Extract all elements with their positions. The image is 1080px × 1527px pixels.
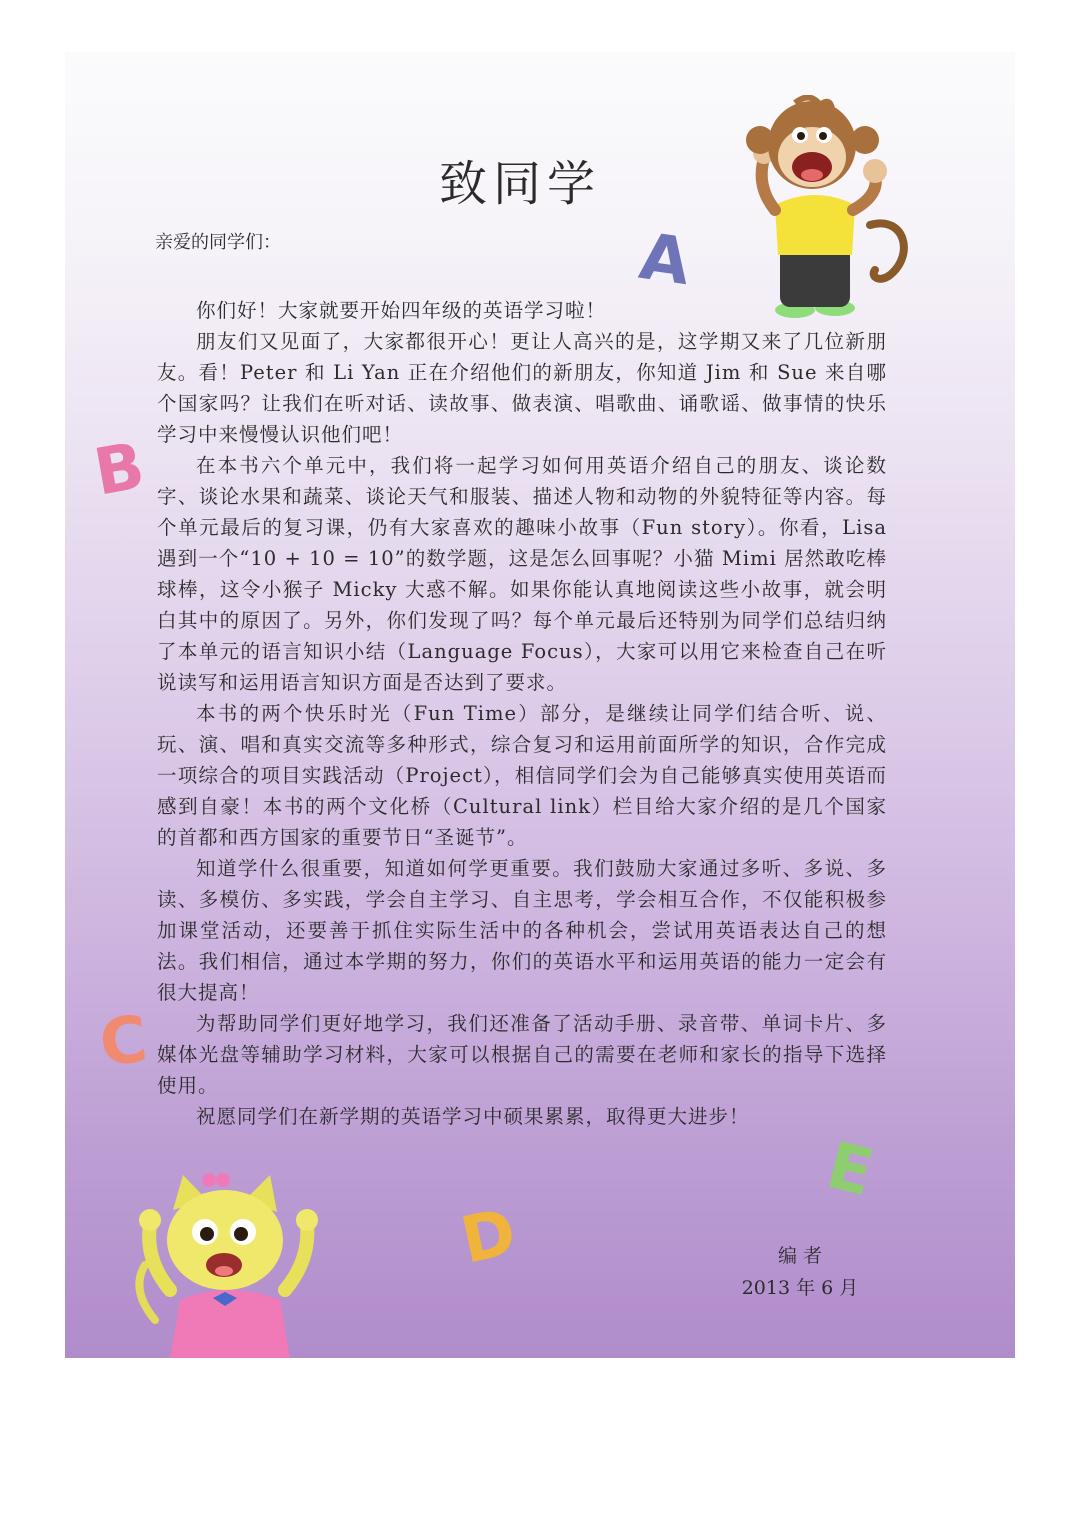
salutation: 亲爱的同学们： xyxy=(155,232,281,253)
monkey-icon xyxy=(740,95,910,320)
letter-body xyxy=(157,295,887,1132)
paragraph: 朋友们又见面了，大家都很开心！更让人高兴的是，这学期又来了几位新朋友。看！Peter 和 Li Yan 正在介绍他们的新朋友，你知道 Jim 和 Sue 来自哪个国家吗？让我们在听对话、读故事、做表演、唱歌曲、诵歌谣、做事情的快乐学习中来慢慢认识他们吧！ xyxy=(157,330,887,446)
paragraph: 在本书六个单元中，我们将一起学习如何用英语介绍自己的朋友、谈论数字、谈论水果和蔬菜、谈论天气和服装、描述人物和动物的外貌特征等内容。每个单元最后的复习课，仍有大家喜欢的趣味小故事（Fun story）。你看，Lisa遇到一个“10 + 10 = 10”的数学题，这是怎么回事呢？小猫 Mimi 居然敢吃棒球棒，这令小猴子 Micky 大惑不解。如果你能认真地阅读这些小故事，就会明白其中的原因了。另外，你们发现了吗？每个单元最后还特别为同学们总结归纳了本单元的语言知识小结（Language Focus），大家可以用它来检查自己在听说读写和运用语言知识方面是否达到了要求。 xyxy=(157,454,887,694)
decor-letter-c: C xyxy=(96,1002,151,1082)
paragraph: 为帮助同学们更好地学习，我们还准备了活动手册、录音带、单词卡片、多媒体光盘等辅助学习材料，大家可以根据自己的需要在老师和家长的指导下选择使用。 xyxy=(157,1012,887,1097)
cat-icon xyxy=(125,1170,335,1360)
paragraph: 你们好！大家就要开始四年级的英语学习啦！ xyxy=(196,299,607,322)
signature-date: 2013 年 6 月 xyxy=(741,1277,859,1299)
paragraph: 祝愿同学们在新学期的英语学习中硕果累累，取得更大进步！ xyxy=(196,1105,750,1128)
decor-letter-b: B xyxy=(88,429,150,511)
page-title: 致同学 xyxy=(438,156,601,212)
paragraph: 本书的两个快乐时光（Fun Time）部分，是继续让同学们结合听、说、玩、演、唱和真实交流等多种形式，综合复习和运用前面所学的知识，合作完成一项综合的项目实践活动（Project），相信同学们会为自己能够真实使用英语而感到自豪！本书的两个文化桥（Cultural link）栏目给大家介绍的是几个国家的首都和西方国家的重要节日“圣诞节”。 xyxy=(157,702,887,849)
signature xyxy=(700,1240,900,1304)
paragraph: 知道学什么很重要，知道如何学更重要。我们鼓励大家通过多听、多说、多读、多模仿、多实践，学会自主学习、自主思考，学会相互合作，不仅能积极参加课堂活动，还要善于抓住实际生活中的各种机会，尝试用英语表达自己的想法。我们相信，通过本学期的努力，你们的英语水平和运用英语的能力一定会有很大提高！ xyxy=(157,857,887,1004)
decor-letter-a: A xyxy=(635,219,695,301)
decor-letter-e: E xyxy=(819,1128,881,1212)
decor-letter-d: D xyxy=(454,1195,523,1279)
signature-author: 编 者 xyxy=(777,1245,823,1267)
